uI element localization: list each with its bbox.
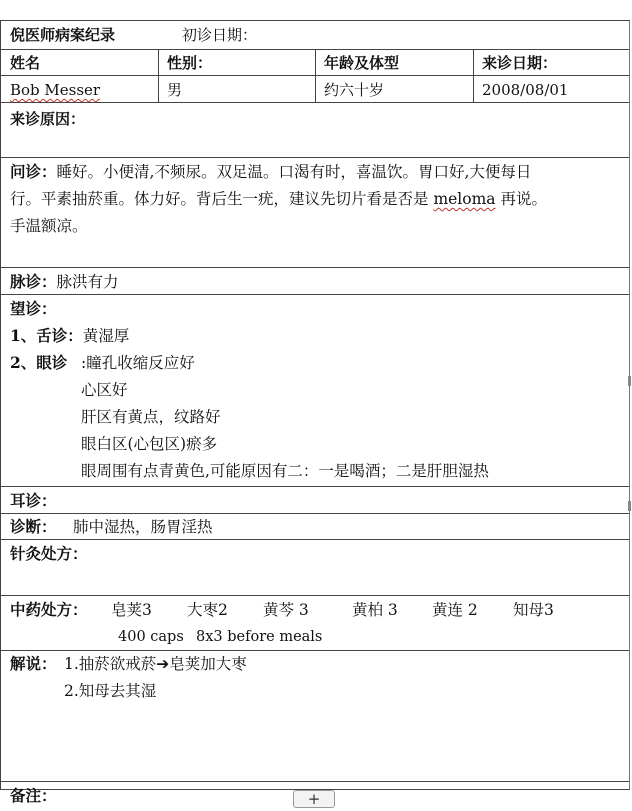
explanation-line-2: 2.知母去其湿 [64, 682, 157, 700]
observation-label: 望诊： [10, 299, 57, 318]
arrow-icon: ➔ [156, 655, 170, 673]
tongue-value: 黄湿厚 [82, 327, 130, 345]
explanation-text-1b: 皂荚加大枣 [169, 655, 247, 673]
explanation-line-1 [64, 655, 247, 673]
tongue-line [10, 327, 129, 345]
herb-item: 黄柏 3 [352, 601, 398, 619]
info-value-row [1, 76, 629, 103]
inquiry-line-2 [10, 190, 547, 208]
acupuncture-section[interactable] [1, 540, 629, 596]
eye-label: 2、眼诊 [10, 353, 68, 372]
inquiry-line-1 [10, 163, 531, 181]
eye-line-1: :瞳孔收缩反应好 [81, 354, 195, 372]
case-record-table [0, 20, 630, 805]
visit-date[interactable]: 2008/08/01 [482, 81, 569, 99]
patient-gender[interactable]: 男 [167, 81, 183, 99]
herbal-section[interactable] [1, 596, 629, 651]
eye-line-5: 眼周围有点青黄色,可能原因有二：一是喝酒；二是肝胆湿热 [81, 462, 489, 480]
ear-section[interactable] [1, 487, 629, 514]
inquiry-section[interactable] [1, 158, 629, 268]
inquiry-text-2b: 再说。 [495, 190, 547, 208]
name-label: 姓名 [10, 54, 41, 72]
diagnosis-value: 肺中湿热，肠胃淫热 [73, 518, 213, 536]
pulse-value: 脉洪有力 [56, 273, 119, 291]
scroll-marker [628, 376, 631, 386]
misspelled-word: meloma [433, 190, 496, 208]
patient-name[interactable]: Bob Messer [10, 81, 101, 99]
diagnosis-label: 诊断： [10, 517, 57, 536]
diagnosis-section[interactable] [1, 514, 629, 540]
tongue-label: 1、舌诊： [10, 326, 83, 345]
reason-section[interactable] [1, 103, 629, 158]
explanation-section[interactable] [1, 651, 629, 782]
eye-line-4: 眼白区(心包区)瘀多 [81, 435, 218, 453]
first-visit-date-label: 初诊日期： [182, 26, 258, 44]
herbal-instructions: 8x3 before meals [196, 629, 323, 645]
herb-item: 知母3 [513, 601, 554, 619]
inquiry-line-3: 手温额凉。 [10, 217, 88, 235]
eye-line-2: 心区好 [81, 381, 128, 399]
ear-label: 耳诊： [10, 491, 57, 510]
inquiry-label: 问诊： [10, 162, 57, 181]
explanation-label: 解说： [10, 654, 57, 673]
inquiry-text-2: 行。平素抽菸重。体力好。背后生一疣，建议先切片看是否是 [10, 190, 434, 208]
visit-date-label: 来诊日期： [482, 54, 558, 72]
herb-item: 大枣2 [187, 601, 228, 619]
patient-age[interactable]: 约六十岁 [324, 81, 385, 99]
pulse-line [10, 273, 119, 291]
info-header-row [1, 50, 629, 76]
herbal-dosage: 400 caps [118, 629, 184, 645]
add-row-button[interactable]: + [293, 790, 335, 808]
inquiry-text-1: 睡好。小便清,不频尿。双足温。口渴有时，喜温饮。胃口好,大便每日 [56, 163, 532, 181]
herb-item: 皂荚3 [111, 601, 152, 619]
title-row [1, 21, 629, 50]
pulse-section[interactable] [1, 268, 629, 295]
reason-label: 来诊原因： [10, 110, 86, 128]
explanation-text-1a: 1.抽菸欲戒菸 [64, 655, 157, 673]
gender-label: 性别： [167, 54, 213, 72]
herb-item: 黄连 2 [432, 601, 478, 619]
pulse-label: 脉诊： [10, 272, 57, 291]
herbal-label: 中药处方： [10, 600, 88, 619]
scroll-marker [628, 501, 631, 511]
age-label: 年龄及体型 [324, 54, 400, 72]
herb-item: 黄芩 3 [263, 601, 309, 619]
notes-label: 备注： [10, 786, 57, 805]
acupuncture-label: 针灸处方： [10, 544, 88, 563]
record-title: 倪医师病案纪录 [10, 26, 116, 44]
observation-section[interactable] [1, 295, 629, 487]
eye-line-3: 肝区有黄点，纹路好 [81, 408, 221, 426]
